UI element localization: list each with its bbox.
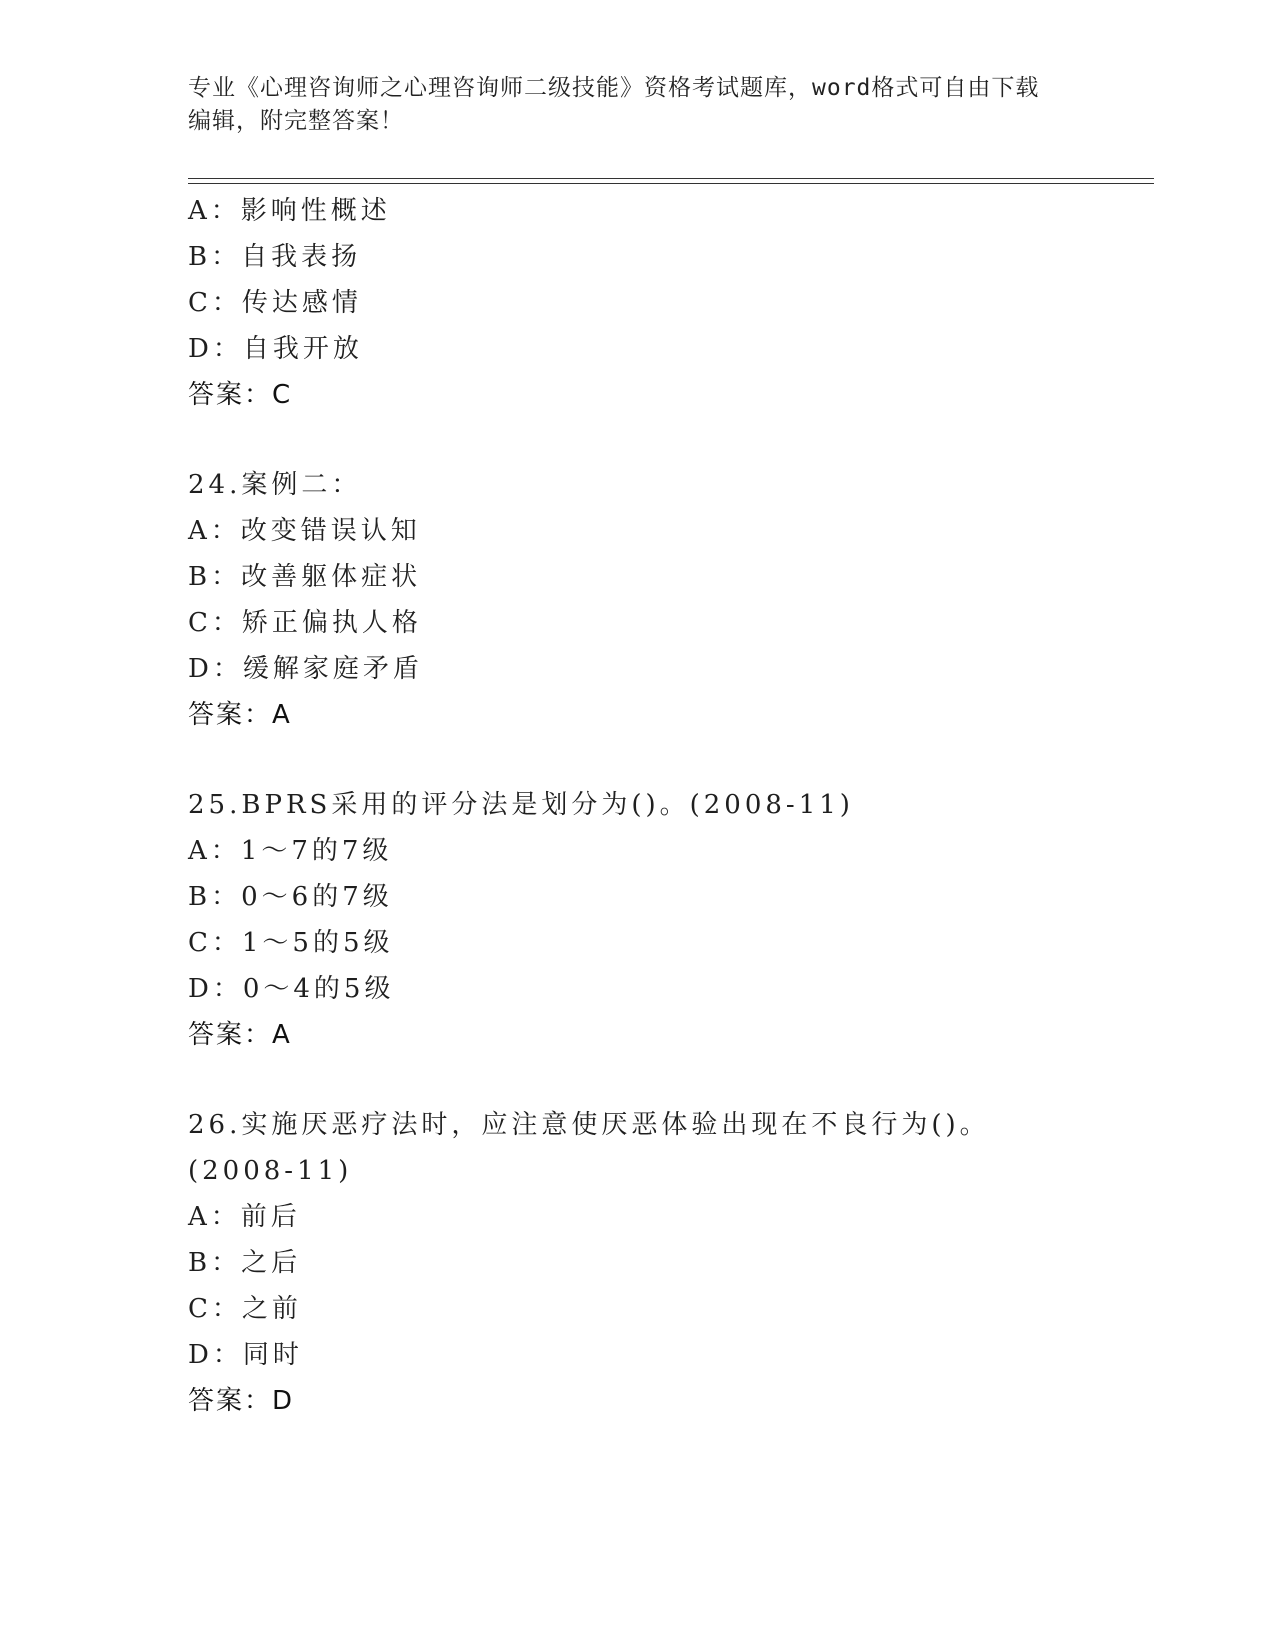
question-stem: 26.实施厌恶疗法时，应注意使厌恶体验出现在不良行为()。(2008-11)	[188, 1110, 990, 1186]
option-a: A：改变错误认知	[188, 516, 421, 546]
option-c: C：1～5的5级	[188, 928, 394, 958]
answer-line: 答案：C	[188, 380, 293, 410]
question-block	[188, 782, 1088, 1058]
option-d: D：0～4的5级	[188, 974, 395, 1004]
document-header	[188, 72, 1068, 138]
header-line-1: 专业《心理咨询师之心理咨询师二级技能》资格考试题库，word格式可自由下载	[188, 75, 1040, 101]
question-block	[188, 462, 1088, 738]
question-stem: 24.案例二：	[188, 470, 362, 500]
question-block	[188, 1102, 1088, 1424]
option-c: C：矫正偏执人格	[188, 608, 422, 638]
question-stem: 25.BPRS采用的评分法是划分为()。(2008-11)	[188, 790, 854, 820]
option-c: C：之前	[188, 1294, 302, 1324]
option-a: A：影响性概述	[188, 196, 391, 226]
option-c: C：传达感情	[188, 288, 362, 318]
spacer	[188, 418, 1088, 462]
option-b: B：改善躯体症状	[188, 562, 422, 592]
spacer	[188, 738, 1088, 782]
header-line-2: 编辑，附完整答案！	[188, 108, 404, 134]
option-a: A：前后	[188, 1202, 301, 1232]
option-b: B：之后	[188, 1248, 302, 1278]
answer-line: 答案：D	[188, 1386, 295, 1416]
option-b: B：自我表扬	[188, 242, 362, 272]
question-block	[188, 188, 1088, 418]
answer-line: 答案：A	[188, 1020, 292, 1050]
answer-line: 答案：A	[188, 700, 292, 730]
spacer	[188, 1058, 1088, 1102]
option-a: A：1～7的7级	[188, 836, 393, 866]
option-d: D：缓解家庭矛盾	[188, 654, 423, 684]
header-divider-bottom	[188, 183, 1154, 184]
option-d: D：同时	[188, 1340, 303, 1370]
header-divider-top	[188, 178, 1154, 179]
question-list	[188, 188, 1088, 1424]
option-d: D：自我开放	[188, 334, 363, 364]
option-b: B：0～6的7级	[188, 882, 393, 912]
